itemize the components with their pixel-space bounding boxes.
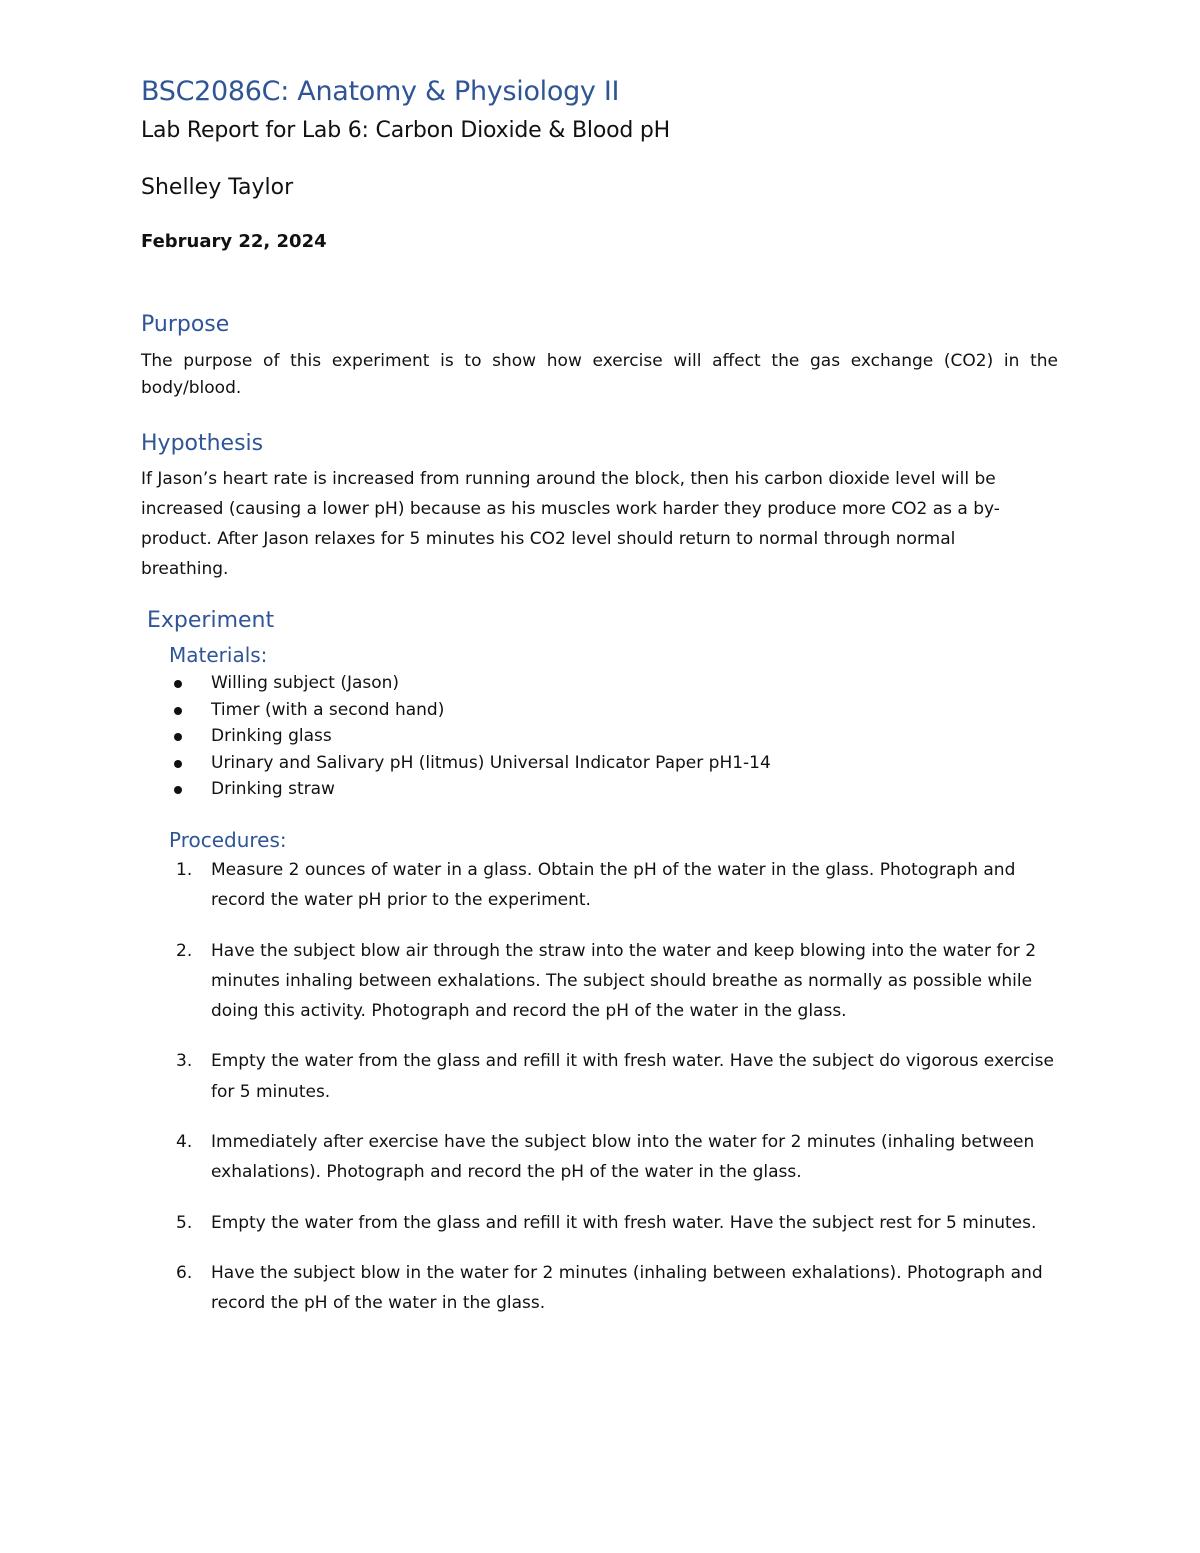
- procedures-heading: Procedures:: [169, 828, 287, 852]
- bullet-icon: [174, 786, 182, 794]
- purpose-text: The purpose of this experiment is to show how exercise will affect the gas exchange (CO2) in the body/blood.: [141, 351, 1058, 398]
- bullet-icon: [174, 707, 182, 715]
- bullet-icon: [174, 680, 182, 688]
- procedure-step: 5. Empty the water from the glass and refill it with fresh water. Have the subject rest for 5 minutes.: [176, 1212, 1037, 1233]
- procedure-step: 2. Have the subject blow air through the straw into the water and keep blowing into the water for 2 minutes inhaling between exhalations. The subject should breathe as normally as possible while doing this activity. Photograph and record the pH of the water in the glass.: [176, 940, 1037, 1022]
- materials-list: [141, 670, 1058, 803]
- procedure-step: 1. Measure 2 ounces of water in a glass. Obtain the pH of the water in the glass. Photograph and record the water pH prior to the experiment.: [176, 860, 1016, 911]
- hypothesis-text: If Jason’s heart rate is increased from running around the block, then his carbon dioxide level will be increased (causing a lower pH) because as his muscles work harder they produce more CO2 as a by-product. After Jason relaxes for 5 minutes his CO2 level should return to normal through normal breathing.: [141, 469, 1000, 579]
- list-item: Willing subject (Jason): [141, 670, 1058, 697]
- list-item: Timer (with a second hand): [141, 697, 1058, 724]
- course-title: BSC2086C: Anatomy & Physiology II: [141, 76, 620, 107]
- experiment-heading: Experiment: [147, 608, 275, 633]
- procedure-step: 4. Immediately after exercise have the subject blow into the water for 2 minutes (inhaling between exhalations). Photograph and record the pH of the water in the glass.: [176, 1132, 1035, 1183]
- author-name: Shelley Taylor: [141, 175, 294, 200]
- purpose-heading: Purpose: [141, 312, 230, 337]
- procedures-list: [141, 855, 1058, 1339]
- procedure-step: 6. Have the subject blow in the water for 2 minutes (inhaling between exhalations). Photograph and record the pH of the water in the glass.: [176, 1262, 1043, 1314]
- list-item: Urinary and Salivary pH (litmus) Universal Indicator Paper pH1-14: [141, 750, 1058, 777]
- list-item: Drinking glass: [141, 723, 1058, 750]
- list-item: Drinking straw: [141, 776, 1058, 803]
- report-date: February 22, 2024: [141, 231, 327, 252]
- bullet-icon: [174, 760, 182, 768]
- bullet-icon: [174, 733, 182, 741]
- hypothesis-heading: Hypothesis: [141, 431, 264, 456]
- procedure-step: 3. Empty the water from the glass and refill it with fresh water. Have the subject do vigorous exercise for 5 minutes.: [176, 1051, 1054, 1102]
- report-subtitle: Lab Report for Lab 6: Carbon Dioxide & Blood pH: [141, 118, 671, 143]
- materials-heading: Materials:: [169, 643, 268, 667]
